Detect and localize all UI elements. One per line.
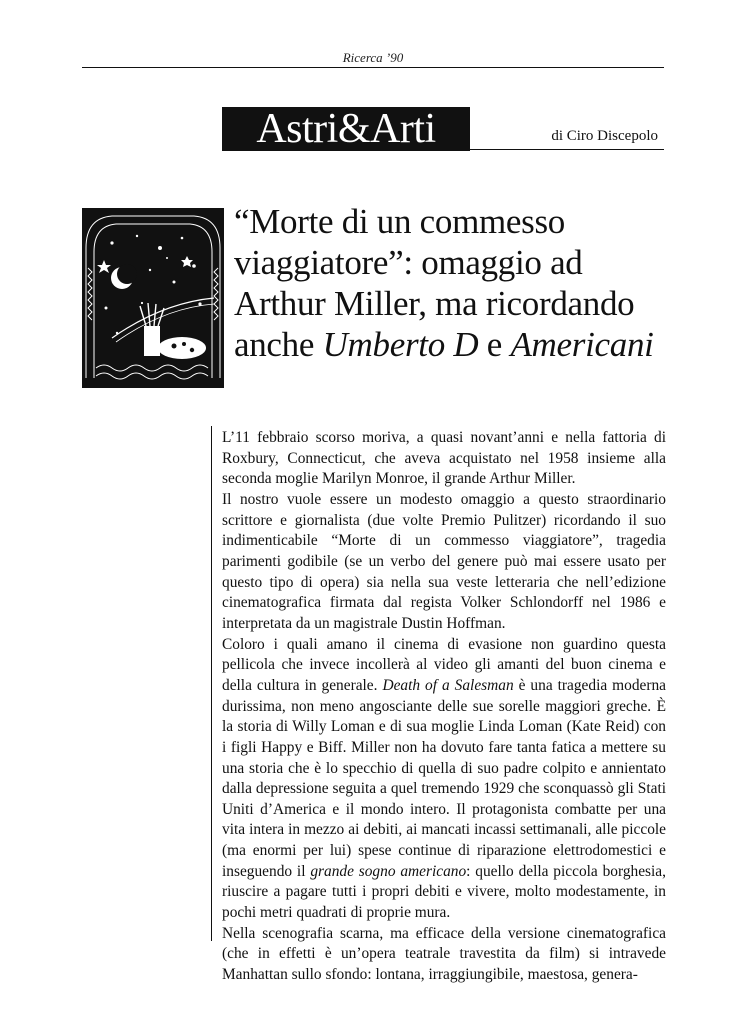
paragraph: Il nostro vuole essere un modesto omaggio a questo straordinario scrittore e giornalista (due volte Premio Pulitzer) ricordando il suo indimenticabile “Morte di un commesso viaggiatore”, tragedia parimenti godibile (se un verbo del genere può mai essere usato per questo tipo di opera) sia nella sua veste letteraria che nell’edizione cinematografica firmata dal regista Volker Schlondorff nel 1986 e interpretata da un magistrale Dustin Hoffman. — [222, 490, 666, 632]
article-headline — [234, 201, 654, 365]
running-head: Ricerca ’90 — [342, 50, 404, 65]
headline-conjunction: e — [478, 325, 511, 364]
column-masthead: Astri&Arti — [222, 107, 470, 151]
emphasis-phrase: grande sogno americano — [310, 862, 467, 880]
paragraph-text: : quello della piccola borghesia, riuscire a pagare tutti i propri debiti e vivere, molto modestamente, in pochi metri quadrati di proprie mura. — [222, 862, 666, 922]
starry-night-arts-vignette-icon — [82, 208, 224, 388]
column-rule — [211, 426, 212, 941]
headline-italic-title: Umberto D — [322, 325, 479, 364]
paragraph: Nella scenografia scarna, ma efficace della versione cinematografica (che in effetti è un’opera teatrale travestita da film) si intravede Manhattan sullo sfondo: lontana, irraggiungibile, maestosa, genera- — [222, 924, 666, 984]
article-body — [222, 428, 666, 986]
headline-italic-title-2: Americani — [510, 325, 654, 364]
header-rule — [82, 67, 664, 68]
paragraph — [222, 635, 666, 924]
paragraph: L’11 febbraio scorso moriva, a quasi novant’anni e nella fattoria di Roxbury, Connecticut, che aveva acquistato nel 1958 insieme alla seconda moglie Marilyn Monroe, il grande Arthur Miller. — [222, 429, 666, 488]
paragraph-text: Coloro i quali amano il cinema di evasione non guardino questa pellicola che invece incollerà al video gli amanti del buon cinema e della cultura in generale. — [222, 635, 666, 694]
paragraph-text: è una tragedia moderna durissima, non meno angosciante delle sue sorelle maggiori greche. È la storia di Willy Loman e di sua moglie Linda Loman (Kate Reid) con i figli Happy e Biff. Miller non ha dovuto fare tanta fatica a mettere su una storia che è lo specchio di quella di suo padre colpito e annientato dalla depressione seguita a quel tremendo 1929 che sconquassò gli Stati Uniti d’America e il mondo intero. Il protagonista combatte per una vita intera in mezzo ai debiti, ai mancati incassi settimanali, alle piccole (ma enormi per lui) spese continue di riparazione elettrodomestici e inseguendo il — [222, 676, 666, 880]
film-title: Death of a Salesman — [382, 676, 514, 694]
author-byline: di Ciro Discepolo — [551, 128, 658, 144]
masthead-rule — [470, 149, 664, 150]
headline-text: “Morte di un commesso viaggiatore”: omaggio ad Arthur Miller, ma ricordando anche — [234, 202, 635, 364]
